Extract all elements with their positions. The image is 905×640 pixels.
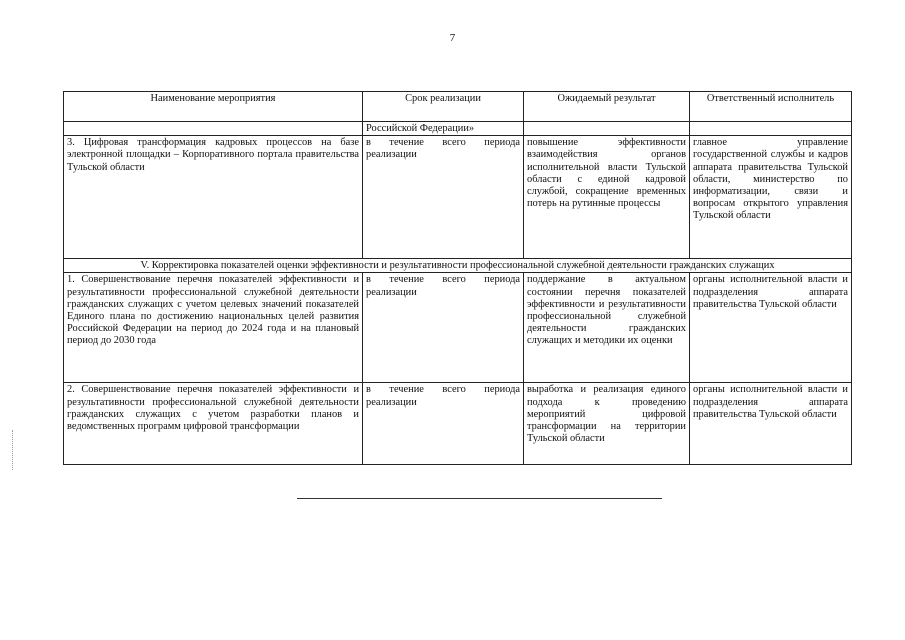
- cell-result: поддержание в актуальном состоянии перечня показателей эффективности и результативности профессиональной служебной деятельности гражданских служащих и методики их оценки: [524, 273, 690, 383]
- cell-result: [524, 122, 690, 136]
- cell-period: в течение всего периода реализации: [363, 383, 524, 465]
- table-row: [64, 136, 852, 259]
- footer-divider: [297, 498, 662, 499]
- cell-responsible: главное управление государственной службы и кадров аппарата правительства Тульской области, министерство по информатизации, связи и вопросам открытого управления Тульской области: [690, 136, 852, 259]
- margin-scan-marks: [12, 430, 15, 470]
- cell-period: Российской Федерации»: [363, 122, 524, 136]
- table-row: [64, 383, 852, 465]
- cell-result: повышение эффективности взаимодействия органов исполнительной власти Тульской области с единой кадровой службой, сокращение временных потерь на рутинные процессы: [524, 136, 690, 259]
- events-table: [63, 91, 852, 465]
- header-event: Наименование мероприятия: [64, 92, 363, 122]
- header-responsible: Ответственный исполнитель: [690, 92, 852, 122]
- cell-event: 3. Цифровая трансформация кадровых процессов на базе электронной площадки – Корпоративного портала правительства Тульской области: [64, 136, 363, 259]
- section-heading: V. Корректировка показателей оценки эффективности и результативности профессиональной служебной деятельности гражданских служащих: [64, 259, 852, 273]
- section-row: [64, 259, 852, 273]
- cell-event: [64, 122, 363, 136]
- table-row: [64, 273, 852, 383]
- cell-result: выработка и реализация единого подхода к проведению мероприятий цифровой трансформации на территории Тульской области: [524, 383, 690, 465]
- cell-period: в течение всего периода реализации: [363, 273, 524, 383]
- cell-period: в течение всего периода реализации: [363, 136, 524, 259]
- header-period: Срок реализации: [363, 92, 524, 122]
- cell-responsible: органы исполнительной власти и подразделения аппарата правительства Тульской области: [690, 383, 852, 465]
- cell-responsible: [690, 122, 852, 136]
- table-header-row: [64, 92, 852, 122]
- continuation-row: [64, 122, 852, 136]
- cell-responsible: органы исполнительной власти и подразделения аппарата правительства Тульской области: [690, 273, 852, 383]
- cell-event: 2. Совершенствование перечня показателей эффективности и результативности профессиональной служебной деятельности гражданских служащих с учетом разработки планов и ведомственных программ цифровой трансформации: [64, 383, 363, 465]
- cell-event: 1. Совершенствование перечня показателей эффективности и результативности профессиональной служебной деятельности гражданских служащих с учетом целевых значений показателей Единого плана по достижению национальных целей развития Российской Федерации на период до 2024 года и на плановый период до 2030 года: [64, 273, 363, 383]
- page-number: 7: [449, 32, 456, 44]
- header-result: Ожидаемый результат: [524, 92, 690, 122]
